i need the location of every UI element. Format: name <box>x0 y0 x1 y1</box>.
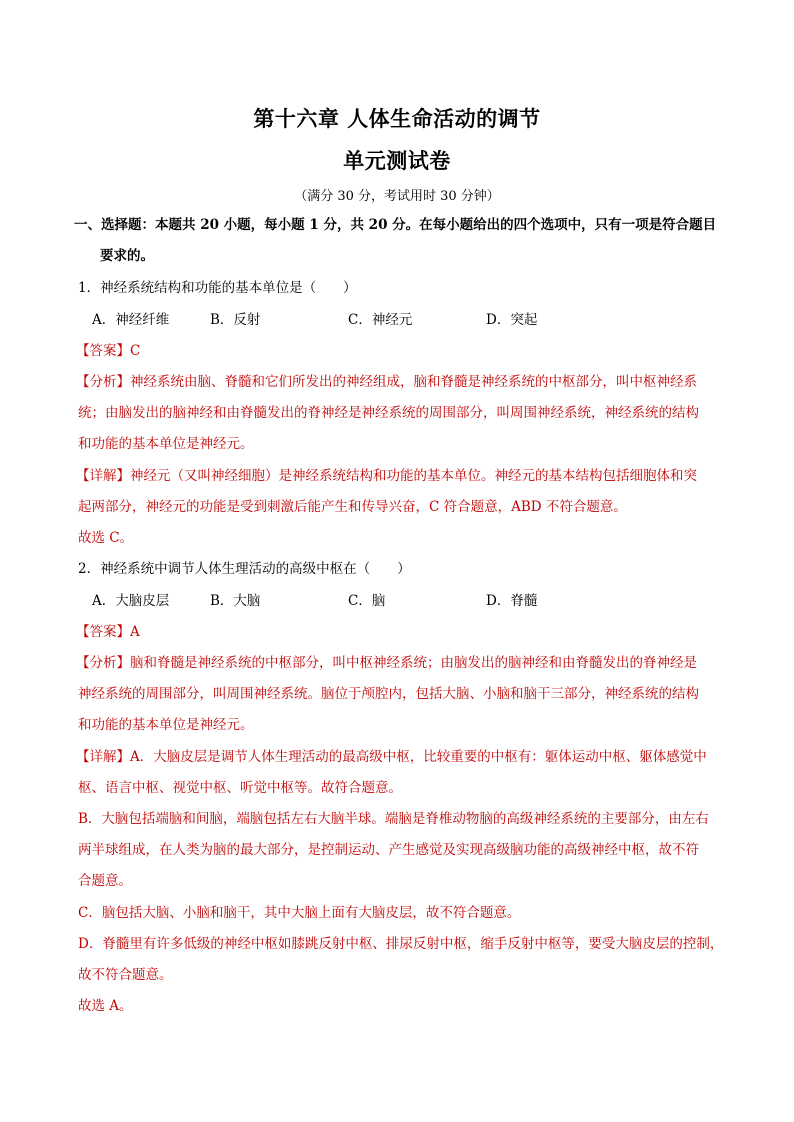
analysis-line: 【分析】脑和脊髓是神经系统的中枢部分，叫中枢神经系统；由脑发出的脑神经和由脊髓发出的脊神经是 <box>76 655 697 671</box>
detail-line: 枢、语言中枢、视觉中枢、听觉中枢等。故符合题意。 <box>78 780 402 796</box>
answer: 【答案】C <box>76 343 141 359</box>
detail-line: 合题意。 <box>78 873 132 889</box>
chapter-title: 第十六章 人体生命活动的调节 <box>253 106 541 131</box>
analysis-line: 和功能的基本单位是神经元。 <box>78 436 254 452</box>
option-d: D．脊髓 <box>486 593 538 609</box>
score-note: （满分 30 分，考试用时 30 分钟） <box>294 189 500 204</box>
option-a: A．大脑皮层 <box>92 593 170 609</box>
detail-line: 故不符合题意。 <box>78 967 173 983</box>
analysis-line: 【分析】神经系统由脑、脊髓和它们所发出的神经组成，脑和脊髓是神经系统的中枢部分，叫中枢神经系 <box>76 374 697 390</box>
test-title: 单元测试卷 <box>343 148 451 173</box>
detail-line: 两半球组成，在人类为脑的最大部分，是控制运动、产生感觉及实现高级脑功能的高级神经中枢，故不符 <box>78 842 699 858</box>
detail-line: B．大脑包括端脑和间脑，端脑包括左右大脑半球。端脑是脊椎动物脑的高级神经系统的主要部分，由左右 <box>78 811 709 827</box>
detail-line: D．脊髓里有许多低级的神经中枢如膝跳反射中枢、排尿反射中枢，缩手反射中枢等，要受大脑皮层的控制， <box>78 936 724 952</box>
answer: 【答案】A <box>76 624 140 640</box>
analysis-line: 神经系统的周围部分，叫周围神经系统。脑位于颅腔内，包括大脑、小脑和脑干三部分，神经系统的结构 <box>78 686 699 702</box>
question-stem: 1．神经系统结构和功能的基本单位是（ ） <box>78 280 357 296</box>
section-heading: 一、选择题：本题共 20 小题，每小题 1 分，共 20 分。在每小题给出的四个选项中，只有一项是符合题目 <box>74 217 717 233</box>
section-heading-cont: 要求的。 <box>100 248 154 264</box>
detail-line: 【详解】A．大脑皮层是调节人体生理活动的最高级中枢，比较重要的中枢有：躯体运动中枢、躯体感觉中 <box>76 749 707 765</box>
choice-line: 故选 C。 <box>78 530 134 546</box>
option-c: C．脑 <box>348 593 386 609</box>
detail-line: 起两部分，神经元的功能是受到刺激后能产生和传导兴奋，C 符合题意，ABD 不符合题意。 <box>78 499 627 515</box>
option-a: A．神经纤维 <box>92 312 170 328</box>
analysis-line: 和功能的基本单位是神经元。 <box>78 717 254 733</box>
detail-line: 【详解】神经元（又叫神经细胞）是神经系统结构和功能的基本单位。神经元的基本结构包括细胞体和突 <box>76 468 697 484</box>
analysis-line: 统；由脑发出的脑神经和由脊髓发出的脊神经是神经系统的周围部分，叫周围神经系统，神经系统的结构 <box>78 405 699 421</box>
option-d: D．突起 <box>486 312 538 328</box>
option-b: B．大脑 <box>210 593 261 609</box>
detail-line: C．脑包括大脑、小脑和脑干，其中大脑上面有大脑皮层，故不符合题意。 <box>78 905 521 921</box>
option-b: B．反射 <box>210 312 261 328</box>
option-c: C．神经元 <box>348 312 413 328</box>
question-stem: 2．神经系统中调节人体生理活动的高级中枢在（ ） <box>78 561 411 577</box>
choice-line: 故选 A。 <box>78 998 133 1014</box>
